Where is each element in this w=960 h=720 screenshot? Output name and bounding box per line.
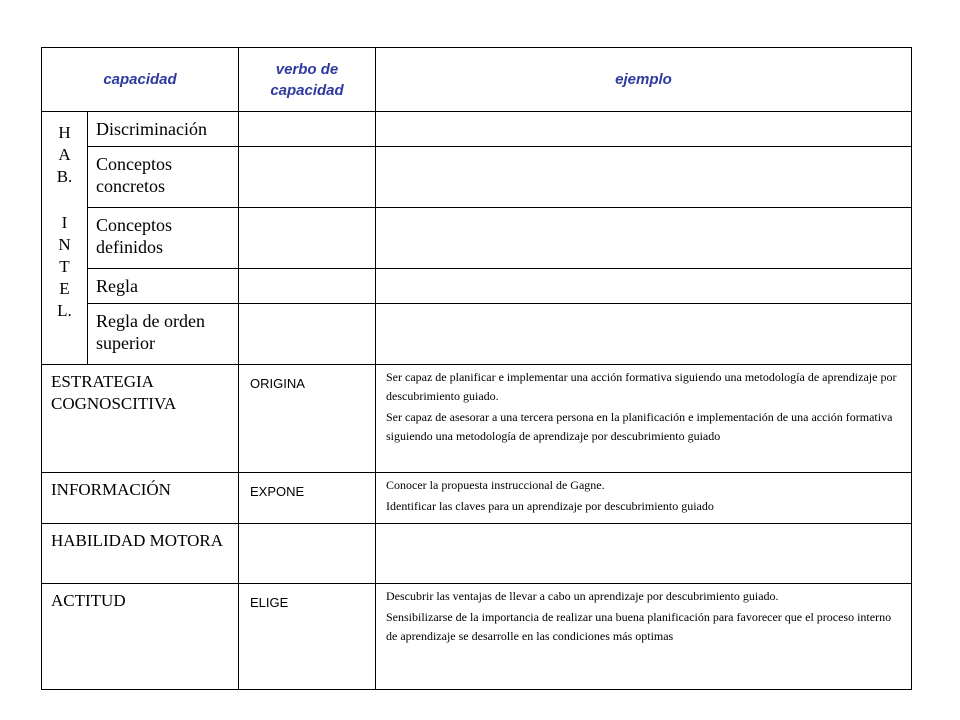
header-capacity: capacidad: [42, 48, 239, 112]
example-text: Sensibilizarse de la importancia de realizar una buena planificación para favorecer que el proceso interno de aprendizaje se desarrolle en las condiciones más optimas: [386, 610, 892, 643]
category-verb: ELIGE: [239, 584, 376, 690]
skill-example: [376, 304, 912, 365]
table-row: [42, 365, 912, 473]
skill-example: [376, 112, 912, 147]
skill-verb: [239, 208, 376, 269]
category-name: ESTRATEGIA COGNOSCITIVA: [42, 365, 239, 473]
skill-example: [376, 269, 912, 304]
category-examples: [376, 473, 912, 524]
skill-name: Conceptos concretos: [88, 147, 239, 208]
skill-verb: [239, 269, 376, 304]
skill-name: Conceptos definidos: [88, 208, 239, 269]
category-examples: [376, 524, 912, 584]
category-verb: ORIGINA: [239, 365, 376, 473]
table-row: [42, 524, 912, 584]
skill-example: [376, 147, 912, 208]
hab-intel-label: H A B. I N T E L.: [42, 112, 88, 365]
header-example: ejemplo: [376, 48, 912, 112]
example-text: Conocer la propuesta instruccional de Gagne.: [386, 478, 605, 492]
example-text: Ser capaz de planificar e implementar una acción formativa siguiendo una metodología de aprendizaje por descubrimiento guiado.: [386, 370, 897, 403]
example-text: Ser capaz de asesorar a una tercera persona en la planificación e implementación de una acción formativa siguiendo una metodología de aprendizaje por descubrimiento guiado: [386, 410, 893, 443]
example-text: Descubrir las ventajas de llevar a cabo un aprendizaje por descubrimiento guiado.: [386, 589, 779, 603]
category-verb: [239, 524, 376, 584]
table-row: [42, 304, 912, 365]
skill-verb: [239, 147, 376, 208]
table-row: [42, 473, 912, 524]
category-name: HABILIDAD MOTORA: [42, 524, 239, 584]
category-examples: [376, 365, 912, 473]
table-row: [42, 208, 912, 269]
skill-verb: [239, 304, 376, 365]
skill-name: Regla: [88, 269, 239, 304]
example-text: Identificar las claves para un aprendizaje por descubrimiento guiado: [386, 499, 714, 513]
table-row: [42, 269, 912, 304]
header-row: [42, 48, 912, 112]
table-row: [42, 112, 912, 147]
category-examples: [376, 584, 912, 690]
header-verb: verbo de capacidad: [239, 48, 376, 112]
capacities-table: [41, 47, 912, 690]
table-row: [42, 147, 912, 208]
skill-verb: [239, 112, 376, 147]
skill-example: [376, 208, 912, 269]
skill-name: Regla de orden superior: [88, 304, 239, 365]
category-name: ACTITUD: [42, 584, 239, 690]
category-name: INFORMACIÓN: [42, 473, 239, 524]
category-verb: EXPONE: [239, 473, 376, 524]
skill-name: Discriminación: [88, 112, 239, 147]
table-row: [42, 584, 912, 690]
